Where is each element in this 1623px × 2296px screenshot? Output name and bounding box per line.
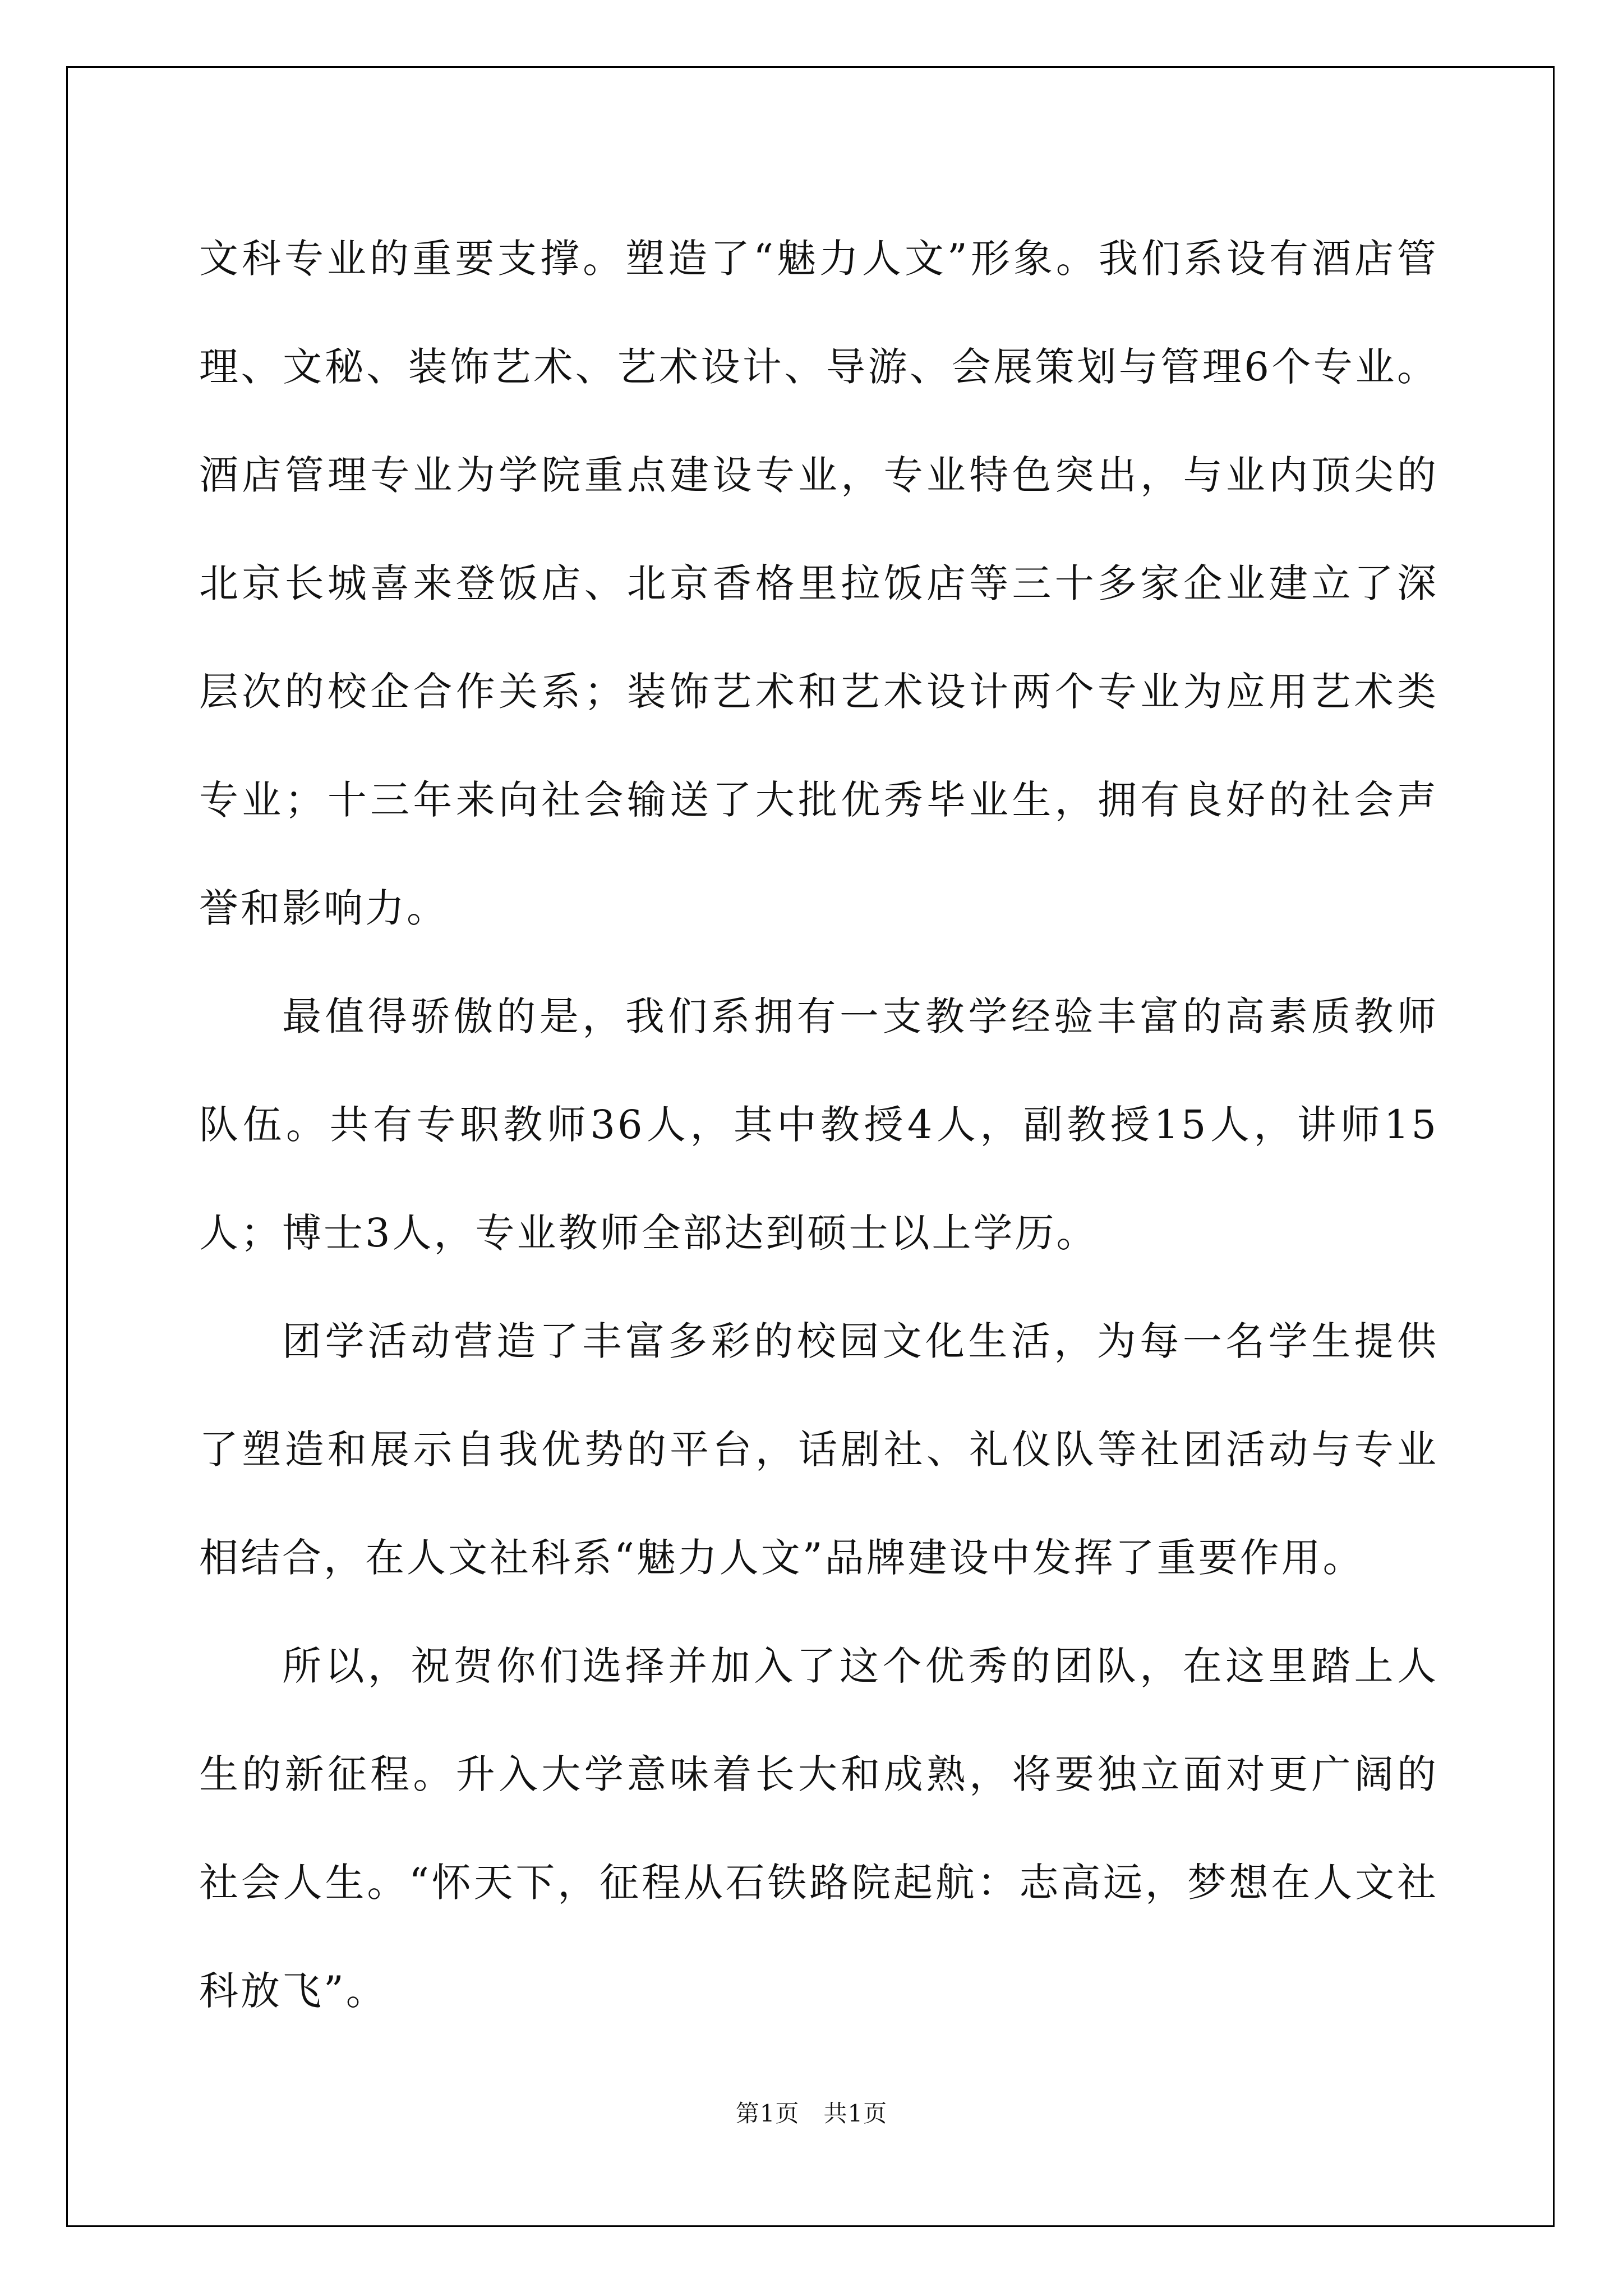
document-body [199, 205, 1438, 2045]
paragraph-4: 所以，祝贺你们选择并加入了这个优秀的团队，在这里踏上人生的新征程。升入大学意味着长大和成熟，将要独立面对更广阔的社会人生。“怀天下，征程从石铁路院起航：志高远，梦想在人文社科放飞”。 [199, 1643, 1438, 2014]
page-number-footer: 第1页 共1页 [735, 2100, 888, 2127]
paragraph-1: 文科专业的重要支撑。塑造了“魅力人文”形象。我们系设有酒店管理、文秘、装饰艺术、艺术设计、导游、会展策划与管理6个专业。酒店管理专业为学院重点建设专业，专业特色突出，与业内顶尖的北京长城喜来登饭店、北京香格里拉饭店等三十多家企业建立了深层次的校企合作关系；装饰艺术和艺术设计两个专业为应用艺术类专业；十三年来向社会输送了大批优秀毕业生，拥有良好的社会声誉和影响力。 [199, 236, 1438, 931]
paragraph-2: 最值得骄傲的是，我们系拥有一支教学经验丰富的高素质教师队伍。共有专职教师36人，其中教授4人，副教授15人，讲师15人；博士3人，专业教师全部达到硕士以上学历。 [199, 993, 1438, 1256]
paragraph-3: 团学活动营造了丰富多彩的校园文化生活，为每一名学生提供了塑造和展示自我优势的平台，话剧社、礼仪队等社团活动与专业相结合，在人文社科系“魅力人文”品牌建设中发挥了重要作用。 [199, 1318, 1438, 1581]
